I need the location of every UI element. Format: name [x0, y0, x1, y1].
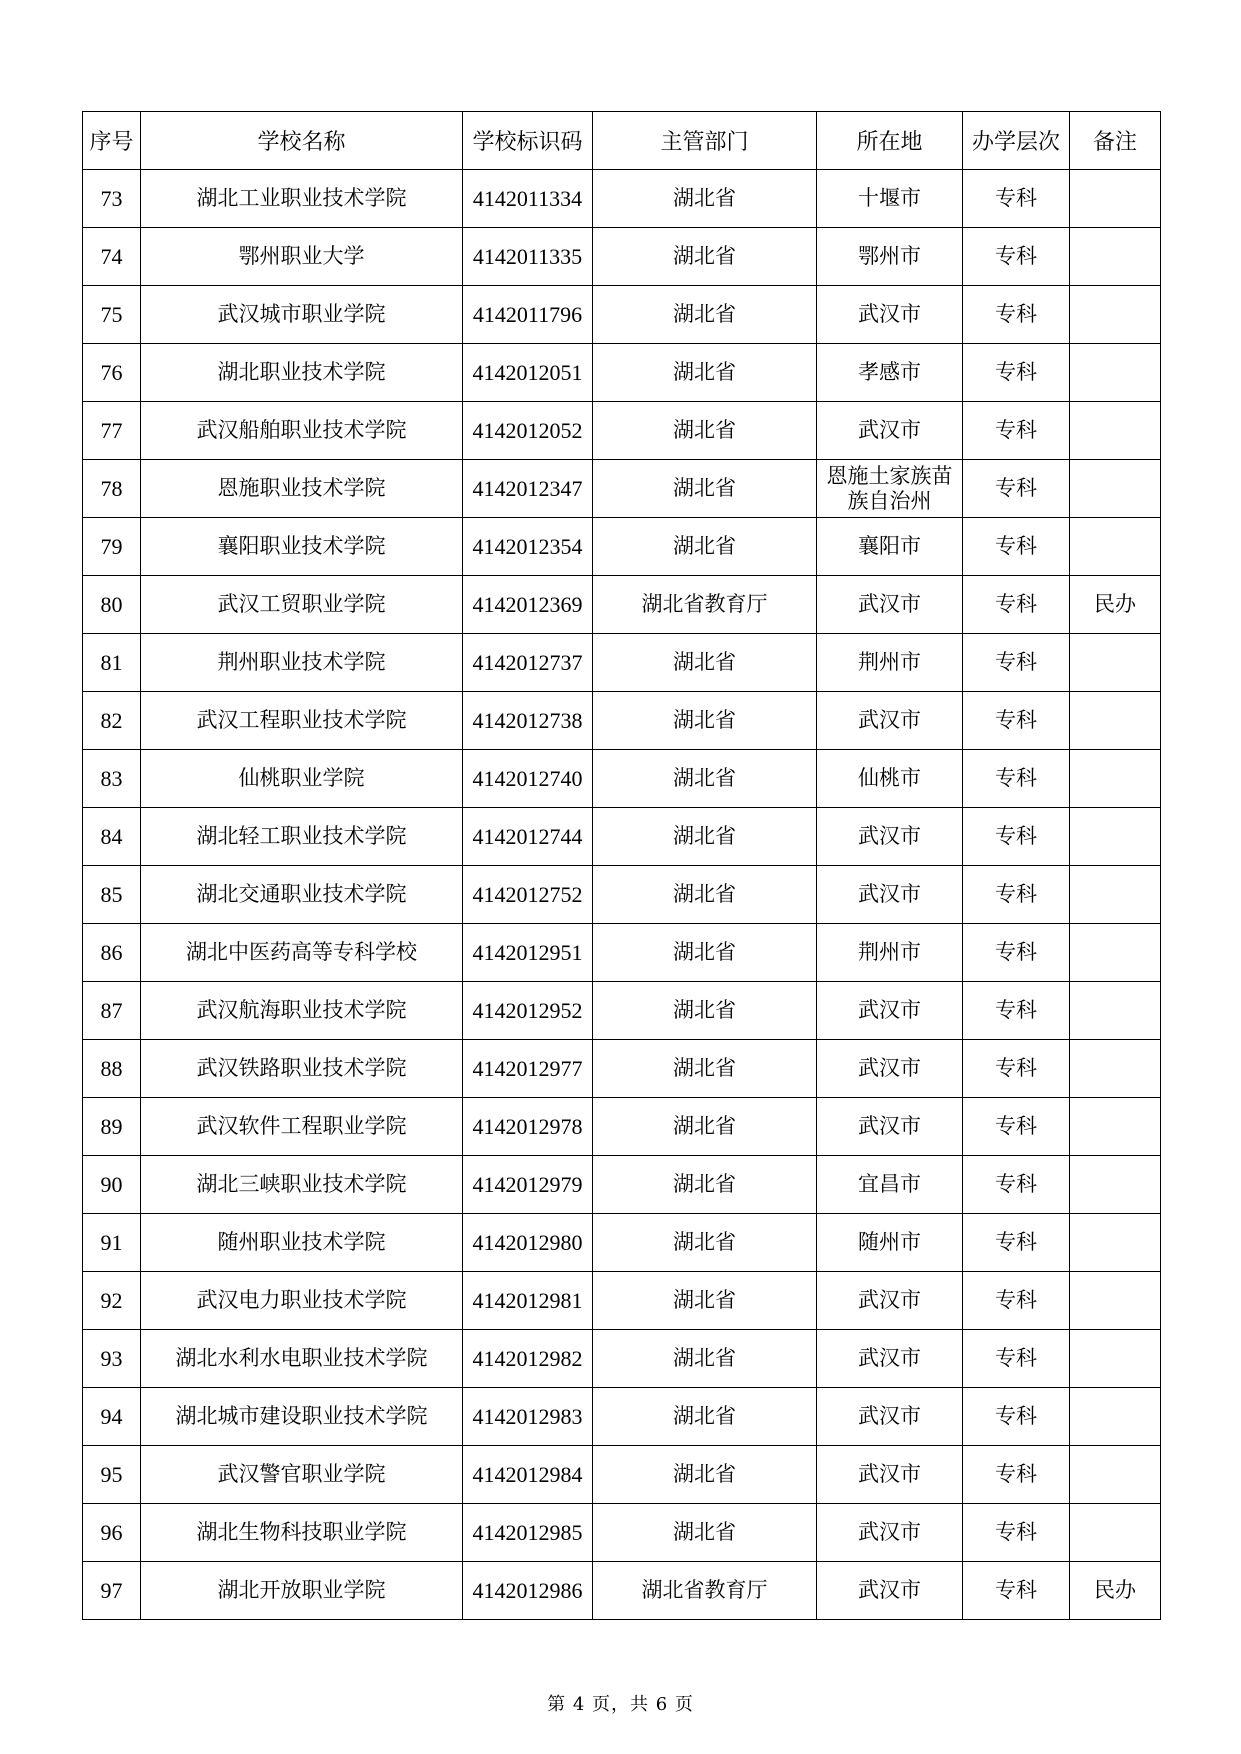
table-row [83, 982, 1161, 1040]
level-cell: 专科 [963, 518, 1070, 576]
department-cell: 湖北省 [593, 228, 817, 286]
location-cell: 武汉市 [817, 1504, 963, 1562]
school-name-cell: 武汉警官职业学院 [141, 1446, 463, 1504]
school-code-cell: 4142012986 [463, 1562, 593, 1620]
level-cell: 专科 [963, 1446, 1070, 1504]
row-index-cell: 94 [83, 1388, 141, 1446]
row-index-cell: 77 [83, 402, 141, 460]
remarks-cell [1070, 1214, 1161, 1272]
level-cell: 专科 [963, 808, 1070, 866]
school-list-table [82, 111, 1161, 1620]
school-code-cell: 4142011334 [463, 170, 593, 228]
remarks-cell [1070, 750, 1161, 808]
level-cell: 专科 [963, 576, 1070, 634]
school-name-cell: 襄阳职业技术学院 [141, 518, 463, 576]
department-cell: 湖北省 [593, 1156, 817, 1214]
level-cell: 专科 [963, 750, 1070, 808]
table-row [83, 576, 1161, 634]
school-name-cell: 湖北轻工职业技术学院 [141, 808, 463, 866]
location-cell: 十堰市 [817, 170, 963, 228]
row-index-cell: 87 [83, 982, 141, 1040]
row-index-cell: 95 [83, 1446, 141, 1504]
department-cell: 湖北省 [593, 1504, 817, 1562]
table-row [83, 460, 1161, 518]
row-index-cell: 89 [83, 1098, 141, 1156]
school-code-cell: 4142011335 [463, 228, 593, 286]
school-name-cell: 武汉工程职业技术学院 [141, 692, 463, 750]
table-row [83, 402, 1161, 460]
level-cell: 专科 [963, 170, 1070, 228]
location-cell: 鄂州市 [817, 228, 963, 286]
school-code-cell: 4142012051 [463, 344, 593, 402]
location-cell: 武汉市 [817, 1040, 963, 1098]
department-cell: 湖北省 [593, 402, 817, 460]
remarks-cell [1070, 1504, 1161, 1562]
level-cell: 专科 [963, 286, 1070, 344]
location-cell: 宜昌市 [817, 1156, 963, 1214]
level-cell: 专科 [963, 866, 1070, 924]
department-cell: 湖北省 [593, 982, 817, 1040]
row-index-cell: 76 [83, 344, 141, 402]
level-cell: 专科 [963, 1272, 1070, 1330]
school-code-cell: 4142012354 [463, 518, 593, 576]
location-cell: 武汉市 [817, 286, 963, 344]
row-index-cell: 97 [83, 1562, 141, 1620]
table-row [83, 1504, 1161, 1562]
location-cell: 随州市 [817, 1214, 963, 1272]
school-name-cell: 湖北工业职业技术学院 [141, 170, 463, 228]
row-index-cell: 92 [83, 1272, 141, 1330]
school-code-cell: 4142012977 [463, 1040, 593, 1098]
location-cell: 仙桃市 [817, 750, 963, 808]
school-name-cell: 湖北城市建设职业技术学院 [141, 1388, 463, 1446]
table-row [83, 866, 1161, 924]
level-cell: 专科 [963, 634, 1070, 692]
school-name-cell: 武汉软件工程职业学院 [141, 1098, 463, 1156]
row-index-cell: 84 [83, 808, 141, 866]
location-cell: 武汉市 [817, 1330, 963, 1388]
header-remarks: 备注 [1070, 112, 1161, 170]
location-cell: 武汉市 [817, 982, 963, 1040]
table-row [83, 286, 1161, 344]
location-cell: 武汉市 [817, 1272, 963, 1330]
location-cell: 荆州市 [817, 924, 963, 982]
table-row [83, 1214, 1161, 1272]
remarks-cell [1070, 1272, 1161, 1330]
header-department: 主管部门 [593, 112, 817, 170]
level-cell: 专科 [963, 1504, 1070, 1562]
level-cell: 专科 [963, 692, 1070, 750]
school-name-cell: 仙桃职业学院 [141, 750, 463, 808]
school-name-cell: 湖北中医药高等专科学校 [141, 924, 463, 982]
remarks-cell [1070, 460, 1161, 518]
table-row [83, 1388, 1161, 1446]
school-code-cell: 4142012951 [463, 924, 593, 982]
school-code-cell: 4142012737 [463, 634, 593, 692]
level-cell: 专科 [963, 1388, 1070, 1446]
header-level: 办学层次 [963, 112, 1070, 170]
department-cell: 湖北省 [593, 866, 817, 924]
school-code-cell: 4142012983 [463, 1388, 593, 1446]
department-cell: 湖北省 [593, 1098, 817, 1156]
school-code-cell: 4142012369 [463, 576, 593, 634]
row-index-cell: 78 [83, 460, 141, 518]
department-cell: 湖北省 [593, 170, 817, 228]
table-row [83, 924, 1161, 982]
row-index-cell: 75 [83, 286, 141, 344]
remarks-cell [1070, 1040, 1161, 1098]
row-index-cell: 74 [83, 228, 141, 286]
row-index-cell: 88 [83, 1040, 141, 1098]
school-name-cell: 荆州职业技术学院 [141, 634, 463, 692]
school-code-cell: 4142012740 [463, 750, 593, 808]
remarks-cell: 民办 [1070, 576, 1161, 634]
table-row [83, 1098, 1161, 1156]
row-index-cell: 85 [83, 866, 141, 924]
level-cell: 专科 [963, 1562, 1070, 1620]
location-cell: 荆州市 [817, 634, 963, 692]
school-code-cell: 4142012979 [463, 1156, 593, 1214]
school-name-cell: 湖北水利水电职业技术学院 [141, 1330, 463, 1388]
row-index-cell: 83 [83, 750, 141, 808]
department-cell: 湖北省 [593, 460, 817, 518]
school-name-cell: 湖北交通职业技术学院 [141, 866, 463, 924]
table-row [83, 1156, 1161, 1214]
remarks-cell [1070, 1156, 1161, 1214]
department-cell: 湖北省 [593, 1330, 817, 1388]
location-cell: 武汉市 [817, 692, 963, 750]
school-name-cell: 武汉城市职业学院 [141, 286, 463, 344]
row-index-cell: 73 [83, 170, 141, 228]
level-cell: 专科 [963, 982, 1070, 1040]
remarks-cell [1070, 402, 1161, 460]
location-cell: 武汉市 [817, 402, 963, 460]
row-index-cell: 96 [83, 1504, 141, 1562]
level-cell: 专科 [963, 1330, 1070, 1388]
page-footer: 第 4 页，共 6 页 [547, 1694, 694, 1715]
table-row [83, 1330, 1161, 1388]
level-cell: 专科 [963, 1214, 1070, 1272]
department-cell: 湖北省 [593, 344, 817, 402]
location-cell: 武汉市 [817, 866, 963, 924]
school-code-cell: 4142012984 [463, 1446, 593, 1504]
school-code-cell: 4142012985 [463, 1504, 593, 1562]
level-cell: 专科 [963, 1040, 1070, 1098]
level-cell: 专科 [963, 228, 1070, 286]
remarks-cell [1070, 1446, 1161, 1504]
location-cell: 恩施土家族苗族自治州 [817, 460, 963, 518]
remarks-cell [1070, 286, 1161, 344]
header-location: 所在地 [817, 112, 963, 170]
school-name-cell: 武汉铁路职业技术学院 [141, 1040, 463, 1098]
row-index-cell: 90 [83, 1156, 141, 1214]
table-row [83, 692, 1161, 750]
table-row [83, 228, 1161, 286]
school-name-cell: 鄂州职业大学 [141, 228, 463, 286]
row-index-cell: 86 [83, 924, 141, 982]
school-name-cell: 武汉船舶职业技术学院 [141, 402, 463, 460]
location-cell: 武汉市 [817, 1446, 963, 1504]
department-cell: 湖北省教育厅 [593, 1562, 817, 1620]
table-row [83, 750, 1161, 808]
level-cell: 专科 [963, 1098, 1070, 1156]
department-cell: 湖北省 [593, 808, 817, 866]
location-cell: 孝感市 [817, 344, 963, 402]
school-name-cell: 湖北职业技术学院 [141, 344, 463, 402]
school-name-cell: 武汉航海职业技术学院 [141, 982, 463, 1040]
school-name-cell: 武汉电力职业技术学院 [141, 1272, 463, 1330]
row-index-cell: 81 [83, 634, 141, 692]
row-index-cell: 93 [83, 1330, 141, 1388]
table-row [83, 1562, 1161, 1620]
department-cell: 湖北省 [593, 1272, 817, 1330]
school-code-cell: 4142012982 [463, 1330, 593, 1388]
remarks-cell [1070, 1098, 1161, 1156]
department-cell: 湖北省 [593, 924, 817, 982]
header-school-name: 学校名称 [141, 112, 463, 170]
table-header-row [83, 112, 1161, 170]
row-index-cell: 91 [83, 1214, 141, 1272]
remarks-cell [1070, 866, 1161, 924]
location-cell: 武汉市 [817, 1388, 963, 1446]
row-index-cell: 80 [83, 576, 141, 634]
table-row [83, 518, 1161, 576]
department-cell: 湖北省 [593, 1388, 817, 1446]
table-row [83, 634, 1161, 692]
table-body [83, 170, 1161, 1620]
department-cell: 湖北省 [593, 1040, 817, 1098]
school-code-cell: 4142011796 [463, 286, 593, 344]
remarks-cell [1070, 1330, 1161, 1388]
level-cell: 专科 [963, 460, 1070, 518]
department-cell: 湖北省 [593, 286, 817, 344]
school-name-cell: 随州职业技术学院 [141, 1214, 463, 1272]
level-cell: 专科 [963, 1156, 1070, 1214]
department-cell: 湖北省 [593, 692, 817, 750]
location-cell: 武汉市 [817, 576, 963, 634]
school-code-cell: 4142012347 [463, 460, 593, 518]
remarks-cell [1070, 634, 1161, 692]
header-index: 序号 [83, 112, 141, 170]
remarks-cell [1070, 1388, 1161, 1446]
school-code-cell: 4142012752 [463, 866, 593, 924]
location-cell: 襄阳市 [817, 518, 963, 576]
school-list-table-container [82, 111, 1160, 1620]
department-cell: 湖北省教育厅 [593, 576, 817, 634]
school-code-cell: 4142012052 [463, 402, 593, 460]
remarks-cell [1070, 344, 1161, 402]
table-row [83, 344, 1161, 402]
remarks-cell [1070, 982, 1161, 1040]
school-code-cell: 4142012978 [463, 1098, 593, 1156]
department-cell: 湖北省 [593, 750, 817, 808]
table-row [83, 808, 1161, 866]
remarks-cell [1070, 228, 1161, 286]
department-cell: 湖北省 [593, 518, 817, 576]
school-code-cell: 4142012952 [463, 982, 593, 1040]
department-cell: 湖北省 [593, 634, 817, 692]
school-name-cell: 恩施职业技术学院 [141, 460, 463, 518]
school-name-cell: 湖北三峡职业技术学院 [141, 1156, 463, 1214]
school-code-cell: 4142012981 [463, 1272, 593, 1330]
level-cell: 专科 [963, 344, 1070, 402]
remarks-cell [1070, 808, 1161, 866]
department-cell: 湖北省 [593, 1214, 817, 1272]
table-row [83, 1040, 1161, 1098]
row-index-cell: 79 [83, 518, 141, 576]
location-cell: 武汉市 [817, 808, 963, 866]
header-school-code: 学校标识码 [463, 112, 593, 170]
table-row [83, 1446, 1161, 1504]
location-cell: 武汉市 [817, 1098, 963, 1156]
table-row [83, 170, 1161, 228]
level-cell: 专科 [963, 402, 1070, 460]
remarks-cell [1070, 924, 1161, 982]
school-code-cell: 4142012980 [463, 1214, 593, 1272]
school-code-cell: 4142012744 [463, 808, 593, 866]
remarks-cell [1070, 170, 1161, 228]
school-name-cell: 湖北开放职业学院 [141, 1562, 463, 1620]
row-index-cell: 82 [83, 692, 141, 750]
level-cell: 专科 [963, 924, 1070, 982]
remarks-cell [1070, 518, 1161, 576]
remarks-cell: 民办 [1070, 1562, 1161, 1620]
school-code-cell: 4142012738 [463, 692, 593, 750]
school-name-cell: 湖北生物科技职业学院 [141, 1504, 463, 1562]
department-cell: 湖北省 [593, 1446, 817, 1504]
location-cell: 武汉市 [817, 1562, 963, 1620]
table-row [83, 1272, 1161, 1330]
school-name-cell: 武汉工贸职业学院 [141, 576, 463, 634]
remarks-cell [1070, 692, 1161, 750]
